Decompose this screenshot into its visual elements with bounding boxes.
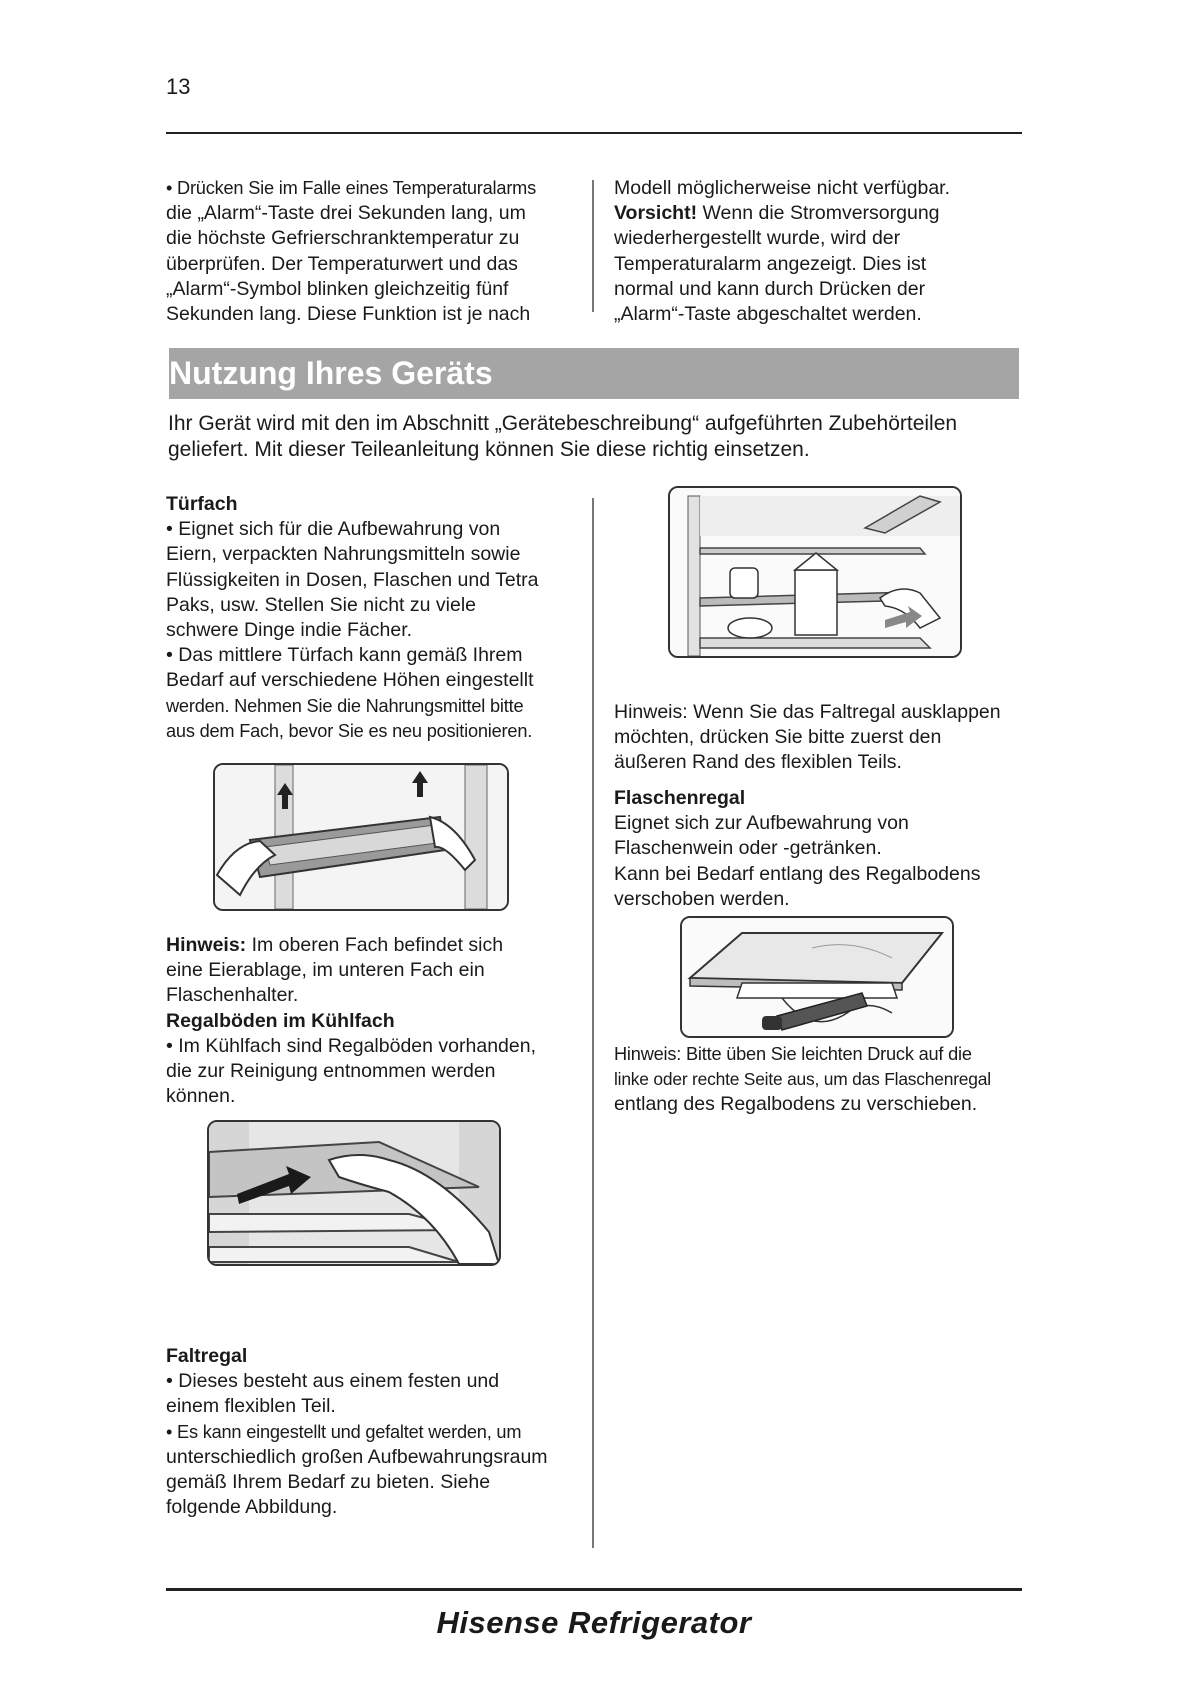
text-line: Eiern, verpackten Nahrungsmitteln sowie (166, 543, 521, 566)
text-line: „Alarm“-Taste abgeschaltet werden. (614, 303, 922, 326)
text-span: Wenn die Stromversorgung (697, 202, 940, 225)
text-line: Temperaturalarm angezeigt. Dies ist (614, 252, 927, 275)
text-line: • Es kann eingestellt und gefaltet werden, um (166, 1421, 522, 1442)
text-line: die zur Reinigung entnommen werden (166, 1060, 496, 1083)
text-line: Flüssigkeiten in Dosen, Flaschen und Tetra (166, 568, 539, 591)
text-line: Eignet sich zur Aufbewahrung von (614, 812, 909, 835)
caution-label: Vorsicht! (614, 202, 698, 225)
text-line: Modell möglicherweise nicht verfügbar. (614, 177, 950, 199)
door-bin-block (166, 492, 586, 744)
text-line: Ihr Gerät wird mit den im Abschnitt „Gerätebeschreibung“ aufgeführten Zubehörteilen (168, 412, 958, 435)
text-line: möchten, drücken Sie bitte zuerst den (614, 726, 942, 749)
text-span: Im oberen Fach befindet sich (246, 934, 504, 956)
text-line: werden. Nehmen Sie die Nahrungsmittel bitte (166, 695, 524, 716)
text-line: äußeren Rand des flexiblen Teils. (614, 751, 902, 774)
text-line: • Dieses besteht aus einem festen und (166, 1370, 500, 1393)
text-line: die „Alarm“-Taste drei Sekunden lang, um (166, 202, 526, 225)
folding-shelf-note (614, 700, 1034, 776)
text-line: • Das mittlere Türfach kann gemäß Ihrem (166, 644, 523, 667)
text-line: „Alarm“-Symbol blinken gleichzeitig fünf (166, 277, 509, 300)
header-rule (166, 132, 1022, 134)
text-line: Flaschenhalter. (166, 984, 299, 1007)
folding-shelf-title: Faltregal (166, 1345, 248, 1367)
text-line: normal und kann durch Drücken der (614, 277, 926, 300)
text-line: • Eignet sich für die Aufbewahrung von (166, 518, 501, 541)
text-line: gemäß Ihrem Bedarf zu bieten. Siehe (166, 1471, 491, 1494)
text-line: geliefert. Mit dieser Teileanleitung können Sie diese richtig einsetzen. (168, 438, 810, 461)
text-line: eine Eierablage, im unteren Fach ein (166, 959, 485, 982)
section-intro (168, 411, 1028, 463)
text-line: überprüfen. Der Temperaturwert und das (166, 252, 518, 275)
bottle-rack-title: Flaschenregal (614, 787, 746, 809)
alarm-text-left (166, 176, 586, 327)
text-line: unterschiedlich großen Aufbewahrungsraum (166, 1445, 548, 1468)
section-heading: Nutzung Ihres Geräts (169, 348, 1019, 399)
door-bin-illustration (213, 763, 509, 911)
text-line: verschoben werden. (614, 887, 790, 910)
door-bin-title: Türfach (166, 493, 238, 515)
column-divider (592, 180, 594, 312)
text-line: linke oder rechte Seite aus, um das Flaschenregal (614, 1069, 991, 1090)
alarm-text-right (614, 176, 1024, 327)
text-line: Sekunden lang. Diese Funktion ist je nach (166, 303, 531, 326)
footer-rule (166, 1588, 1022, 1591)
text-line: aus dem Fach, bevor Sie es neu positionieren. (166, 720, 533, 741)
note-label: Hinweis: (166, 934, 247, 956)
text-line: können. (166, 1085, 236, 1108)
door-bin-note (166, 933, 586, 1109)
bottle-rack-illustration (680, 916, 954, 1038)
text-line: Hinweis: Wenn Sie das Faltregal ausklappen (614, 701, 1001, 723)
folding-shelf-block (166, 1344, 586, 1520)
text-line: einem flexiblen Teil. (166, 1395, 336, 1418)
text-line: entlang des Regalbodens zu verschieben. (614, 1093, 978, 1116)
text-line: Kann bei Bedarf entlang des Regalbodens (614, 862, 981, 885)
text-line: Flaschenwein oder -getränken. (614, 837, 882, 860)
text-line: • Drücken Sie im Falle eines Temperaturalarms (166, 178, 537, 198)
text-line: Bedarf auf verschiedene Höhen eingestellt (166, 669, 534, 692)
folding-shelf-illustration (668, 486, 962, 658)
page-number: 13 (166, 74, 191, 99)
text-line: schwere Dinge indie Fächer. (166, 619, 413, 642)
brand-footer: Hisense Refrigerator (436, 1605, 752, 1640)
text-line: Paks, usw. Stellen Sie nicht zu viele (166, 593, 476, 616)
text-line: die höchste Gefrierschranktemperatur zu (166, 227, 520, 250)
text-line: wiederhergestellt wurde, wird der (614, 227, 901, 250)
caution-line (614, 201, 1024, 226)
text-line: • Im Kühlfach sind Regalböden vorhanden, (166, 1034, 536, 1057)
text-line: folgende Abbildung. (166, 1496, 338, 1519)
bottle-rack-block (614, 786, 1034, 912)
bottle-rack-note (614, 1042, 1034, 1118)
fridge-shelves-title: Regalböden im Kühlfach (166, 1009, 395, 1032)
text-line: Hinweis: Bitte üben Sie leichten Druck auf die (614, 1044, 972, 1064)
fridge-shelf-illustration (207, 1120, 501, 1266)
note-line (166, 933, 586, 958)
column-divider (592, 498, 594, 1548)
